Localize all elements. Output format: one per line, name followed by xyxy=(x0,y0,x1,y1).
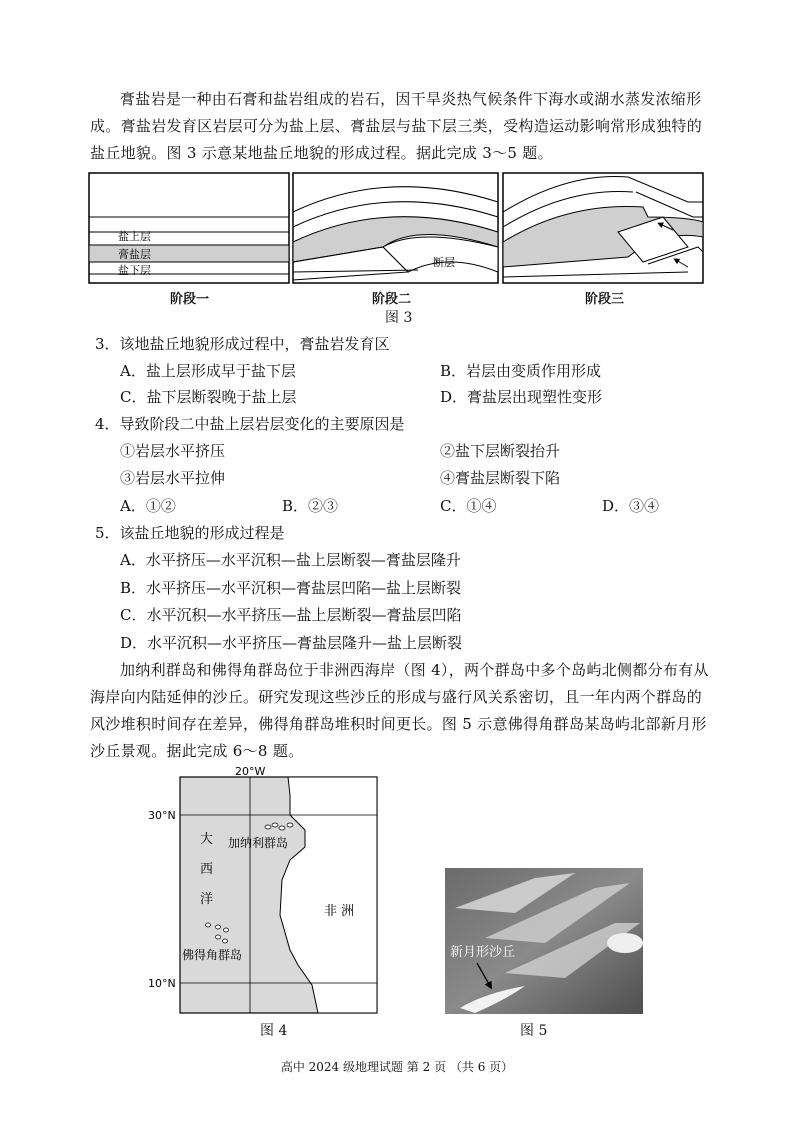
label-upper-layer: 盐上层 xyxy=(118,230,151,243)
q5-option-d[interactable]: D．水平沉积—水平挤压—膏盐层隆升—盐上层断裂 xyxy=(120,634,463,652)
ocean-label-2: 西 xyxy=(200,862,214,877)
figure-5-photo xyxy=(445,868,643,1014)
q4-stem: 4．导致阶段二中盐上层岩层变化的主要原因是 xyxy=(95,415,405,433)
q4-statement-4: ④膏盐层断裂下陷 xyxy=(440,469,561,487)
q5-option-a[interactable]: A．水平挤压—水平沉积—盐上层断裂—膏盐层隆升 xyxy=(120,551,461,569)
q5-option-b[interactable]: B．水平挤压—水平沉积—膏盐层凹陷—盐上层断裂 xyxy=(120,579,462,597)
stage2-label: 阶段二 xyxy=(372,292,412,307)
stage3-label: 阶段三 xyxy=(585,292,625,307)
canary-label: 加纳利群岛 xyxy=(228,836,289,850)
figure-5-caption: 图 5 xyxy=(520,1023,548,1039)
q4-option-b[interactable]: B．②③ xyxy=(282,497,339,515)
stage1-label: 阶段一 xyxy=(170,292,210,307)
stage1-panel xyxy=(89,173,289,283)
page-footer: 高中 2024 级地理试题 第 2 页 （共 6 页） xyxy=(280,1060,514,1074)
label-fault: 断层 xyxy=(433,256,455,269)
q4-option-d[interactable]: D．③④ xyxy=(602,497,660,515)
figure-4-caption: 图 4 xyxy=(260,1023,288,1039)
capeverde-label: 佛得角群岛 xyxy=(182,948,243,962)
africa-label: 非 洲 xyxy=(324,904,355,919)
label-lower-layer: 盐下层 xyxy=(118,264,151,277)
q4-statement-1: ①岩层水平挤压 xyxy=(120,442,226,460)
dune-label: 新月形沙丘 xyxy=(450,945,516,960)
label-salt-layer: 膏盐层 xyxy=(118,248,151,261)
q4-option-c[interactable]: C．①④ xyxy=(440,497,497,515)
q3-option-b[interactable]: B．岩层由变质作用形成 xyxy=(440,362,602,380)
q3-stem: 3．该地盐丘地貌形成过程中，膏盐岩发育区 xyxy=(95,335,390,353)
q4-option-a[interactable]: A．①② xyxy=(120,497,176,515)
q3-option-d[interactable]: D．膏盐层出现塑性变形 xyxy=(440,388,603,406)
lat30-label: 30°N xyxy=(148,809,176,822)
q5-stem: 5．该盐丘地貌的形成过程是 xyxy=(95,524,285,542)
ocean-label-1: 大 xyxy=(200,832,214,847)
stage3-panel xyxy=(503,173,703,283)
q3-option-a[interactable]: A．盐上层形成早于盐下层 xyxy=(120,362,296,380)
figure-3-diagram xyxy=(88,172,704,287)
lon-label: 20°W xyxy=(235,765,266,778)
figure-4-map xyxy=(140,765,390,1015)
q4-statement-3: ③岩层水平拉伸 xyxy=(120,469,226,487)
stage2-panel xyxy=(293,173,498,283)
lat10-label: 10°N xyxy=(148,977,176,990)
figure-3-caption: 图 3 xyxy=(385,310,413,326)
q4-statement-2: ②盐下层断裂抬升 xyxy=(440,442,561,460)
intro-paragraph-dunes: 加纳利群岛和佛得角群岛位于非洲西海岸（图 4），两个群岛中多个岛屿北侧都分布有从海岸向内陆延伸的沙丘。研究发现这些沙丘的形成与盛行风关系密切，且一年内两个群岛的风沙堆积时间存在差异，佛得角群岛堆积时间更长。图 5 示意佛得角群岛某岛屿北部新月形沙丘景观。据此完成 6～8 题。 xyxy=(90,661,709,760)
ocean-label-3: 洋 xyxy=(200,892,214,907)
q5-option-c[interactable]: C．水平沉积—水平挤压—盐上层断裂—膏盐层凹陷 xyxy=(120,606,462,624)
q3-option-c[interactable]: C．盐下层断裂晚于盐上层 xyxy=(120,388,297,406)
intro-paragraph-salt: 膏盐岩是一种由石膏和盐岩组成的岩石，因干旱炎热气候条件下海水或湖水蒸发浓缩形成。膏盐岩发育区岩层可分为盐上层、膏盐层与盐下层三类，受构造运动影响常形成独特的盐丘地貌。图 3 示意某地盐丘地貌的形成过程。据此完成 3～5 题。 xyxy=(90,90,703,162)
